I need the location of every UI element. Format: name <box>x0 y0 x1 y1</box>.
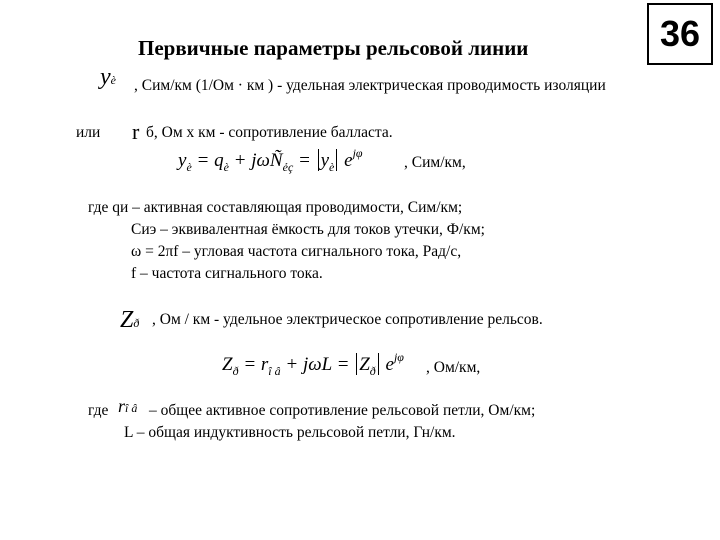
or-label: или <box>76 124 101 141</box>
loop-resistance-symbol: rî â <box>118 396 138 416</box>
impedance-description: , Ом / км - удельное электрическое сопротивление рельсов. <box>152 311 543 328</box>
impedance-symbol: Zð <box>120 307 140 333</box>
where-line-2: Сиэ – эквивалентная ёмкость для токов утечки, Ф/км; <box>131 221 485 238</box>
conductance-description: , Сим/км (1/Ом · км ) - удельная электрическая проводимость изоляции <box>134 77 606 94</box>
slide-number: 36 <box>647 3 713 65</box>
loop-inductance-description: L – общая индуктивность рельсовой петли, Гн/км. <box>124 424 456 441</box>
impedance-formula-unit: , Ом/км, <box>426 359 481 376</box>
conductance-formula-unit: , Сим/км, <box>404 154 466 171</box>
page-title: Первичные параметры рельсовой линии <box>138 36 529 60</box>
impedance-formula: $Z_ð = r_{î â} + j\omega L = Z_ð$ $e^{j\varphi}$ <box>222 350 404 378</box>
where-line-3: ω = 2πf – угловая частота сигнального тока, Рад/с, <box>131 243 462 260</box>
conductance-formula: $y_è = q_è$ + jωÑ$_{ẻç}$ = $y_è$ $e^{j\varphi}$ <box>178 146 363 174</box>
where-line-4: f – частота сигнального тока. <box>131 265 323 282</box>
ballast-description: б, Ом х км - сопротивление балласта. <box>146 124 393 141</box>
ballast-symbol: r <box>132 119 140 144</box>
loop-resistance-description: – общее активное сопротивление рельсовой петли, Ом/км; <box>149 402 536 419</box>
conductance-symbol: yè <box>100 64 116 90</box>
where-line-1: где qи – активная составляющая проводимости, Сим/км; <box>88 199 463 216</box>
where2-label: где <box>88 402 109 419</box>
